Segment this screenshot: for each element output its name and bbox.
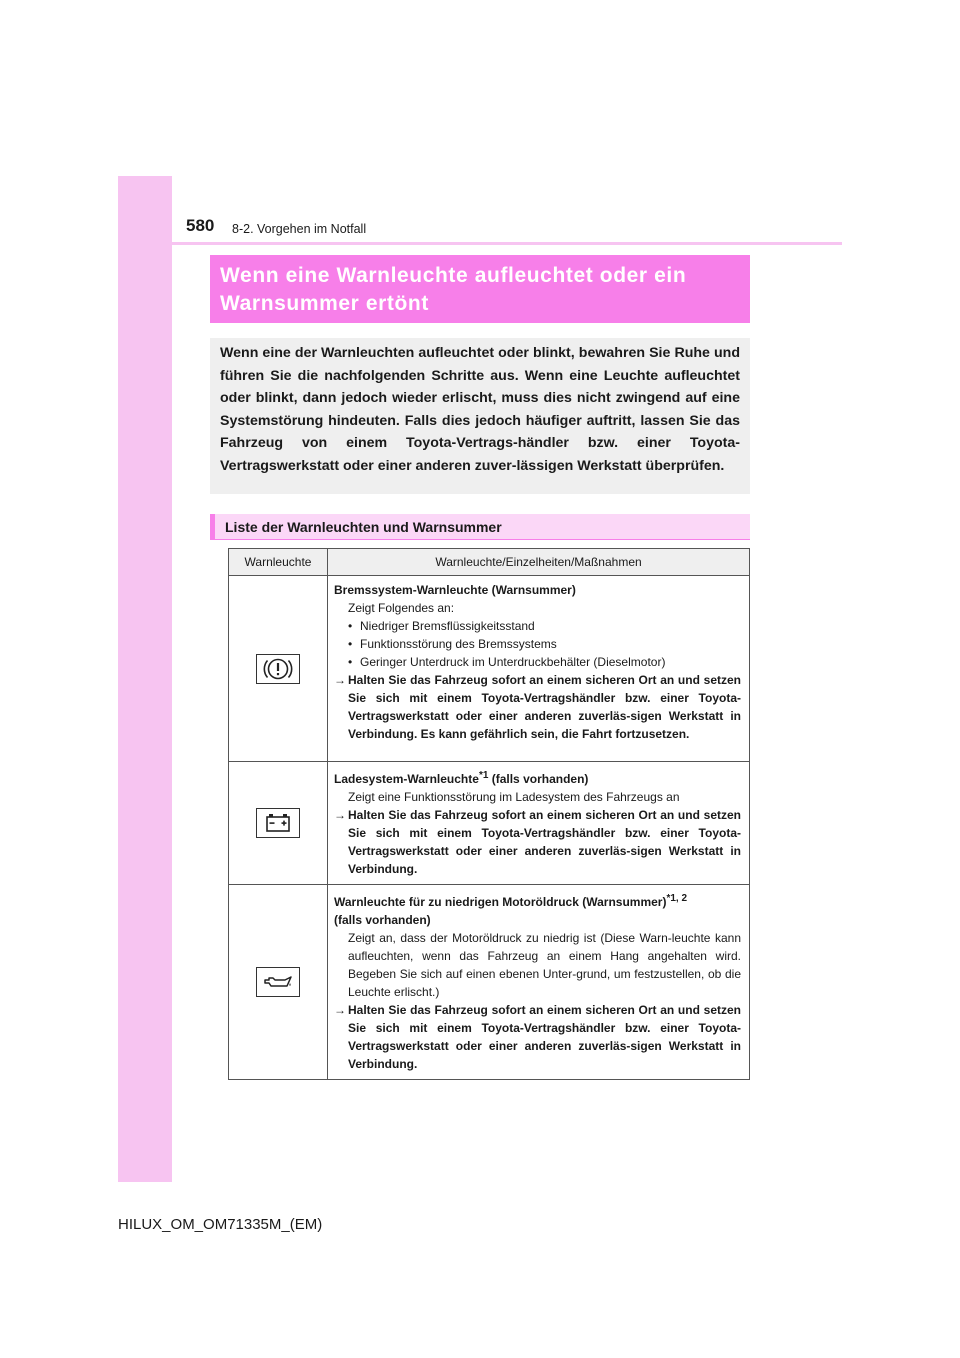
- warning-lights-table: [228, 548, 750, 1080]
- page-number: 580: [186, 216, 215, 235]
- page-title: [210, 255, 750, 323]
- icon-cell: [229, 576, 328, 762]
- list-item: • Geringer Unterdruck im Unterdruckbehälter (Dieselmotor): [348, 655, 666, 669]
- section-label: 8-2. Vorgehen im Notfall: [232, 222, 367, 236]
- row-detail: Zeigt eine Funktionsstörung im Ladesystem des Fahrzeugs an: [348, 790, 680, 804]
- row-title-text: Warnleuchte für zu niedrigen Motoröldruck (Warnsummer): [334, 895, 667, 909]
- arrow-right-icon: →: [334, 673, 346, 687]
- list-item-text: Funktionsstörung des Bremssystems: [360, 637, 557, 651]
- row-title-line-2: (falls vorhanden): [334, 913, 431, 927]
- row-action-text: Halten Sie das Fahrzeug sofort an einem sicheren Ort an und setzen Sie sich mit einem Toyota-Vertragshändler bzw. einer Toyota-Vertragswerkstatt oder einer anderen zuverläs-sigen Werkstatt in Verbindung. Es kann gefährlich sein, die Fahrt fortzusetzen.: [348, 673, 741, 741]
- page-title-line-2: Warnsummer ertönt: [220, 292, 429, 315]
- row-action: [334, 1001, 741, 1073]
- details-cell: [328, 885, 750, 1080]
- details-cell: [328, 576, 750, 762]
- battery-charging-icon: [256, 808, 300, 838]
- footnote-marker: *1: [478, 770, 489, 781]
- list-item-text: Geringer Unterdruck im Unterdruckbehälter (Dieselmotor): [360, 655, 666, 669]
- table-header-light: Warnleuchte: [229, 549, 328, 576]
- icon-cell: [229, 762, 328, 885]
- oil-pressure-icon: [256, 967, 300, 997]
- row-action-text: Halten Sie das Fahrzeug sofort an einem sicheren Ort an und setzen Sie sich mit einem Toyota-Vertragshändler bzw. einer Toyota-Vertragswerkstatt oder einer anderen zuverläs-sigen Werkstatt in Verbindung.: [348, 1003, 741, 1071]
- row-action: [334, 806, 741, 878]
- arrow-right-icon: →: [334, 1003, 346, 1017]
- table-row: [229, 885, 750, 1080]
- side-tab-strip: [118, 176, 172, 1182]
- row-title: [334, 890, 741, 911]
- table-row: [229, 762, 750, 885]
- intro-paragraph: Wenn eine der Warnleuchten aufleuchtet oder blinkt, bewahren Sie Ruhe und führen Sie die nachfolgenden Schritte aus. Wenn eine Leuchte aufleuchtet oder blinkt, dann jedoch wieder erlischt, muss dies nicht zwingend auf eine Systemstörung hindeuten. Falls dies jedoch häufiger auftritt, lassen Sie das Fahrzeug von einem Toyota-Vertrags-händler bzw. einer Toyota-Vertragswerkstatt oder einer anderen zuver-lässigen Werkstatt überprüfen.: [210, 338, 750, 494]
- row-title-text: Ladesystem-Warnleuchte: [334, 772, 479, 786]
- row-action-text: Halten Sie das Fahrzeug sofort an einem sicheren Ort an und setzen Sie sich mit einem Toyota-Vertragshändler bzw. einer Toyota-Vertragswerkstatt oder einer anderen zuverläs-sigen Werkstatt in Verbindung.: [348, 808, 741, 876]
- row-title: [334, 767, 741, 788]
- table-header-row: [229, 549, 750, 576]
- details-cell: [328, 762, 750, 885]
- row-action: [334, 671, 741, 743]
- page-title-line-1: Wenn eine Warnleuchte aufleuchtet oder ein: [220, 264, 687, 287]
- icon-cell: [229, 885, 328, 1080]
- list-item-text: Niedriger Bremsflüssigkeitsstand: [360, 619, 535, 633]
- row-title: Bremssystem-Warnleuchte (Warnsummer): [334, 583, 576, 597]
- row-detail: Zeigt Folgendes an:: [348, 601, 455, 615]
- table-header-details: Warnleuchte/Einzelheiten/Maßnahmen: [328, 549, 750, 576]
- list-item: • Funktionsstörung des Bremssystems: [348, 637, 557, 651]
- header-rule: [118, 242, 842, 245]
- subheading: Liste der Warnleuchten und Warnsummer: [210, 514, 750, 540]
- row-title-extra: (falls vorhanden): [488, 772, 589, 786]
- footer-doc-id: HILUX_OM_OM71335M_(EM): [118, 1216, 323, 1233]
- arrow-right-icon: →: [334, 808, 346, 822]
- brake-warning-icon: [256, 654, 300, 684]
- row-detail: Zeigt an, dass der Motoröldruck zu niedrig ist (Diese Warn-leuchte kann aufleuchten, wenn das Fahrzeug an einem Hang angehalten wird. Begeben Sie sich auf einen ebenen Unter-grund, um festzustellen, ob die Leuchte erlischt.): [348, 931, 741, 999]
- list-item: • Niedriger Bremsflüssigkeitsstand: [348, 619, 535, 633]
- footnote-marker: *1, 2: [666, 893, 688, 904]
- table-row: [229, 576, 750, 762]
